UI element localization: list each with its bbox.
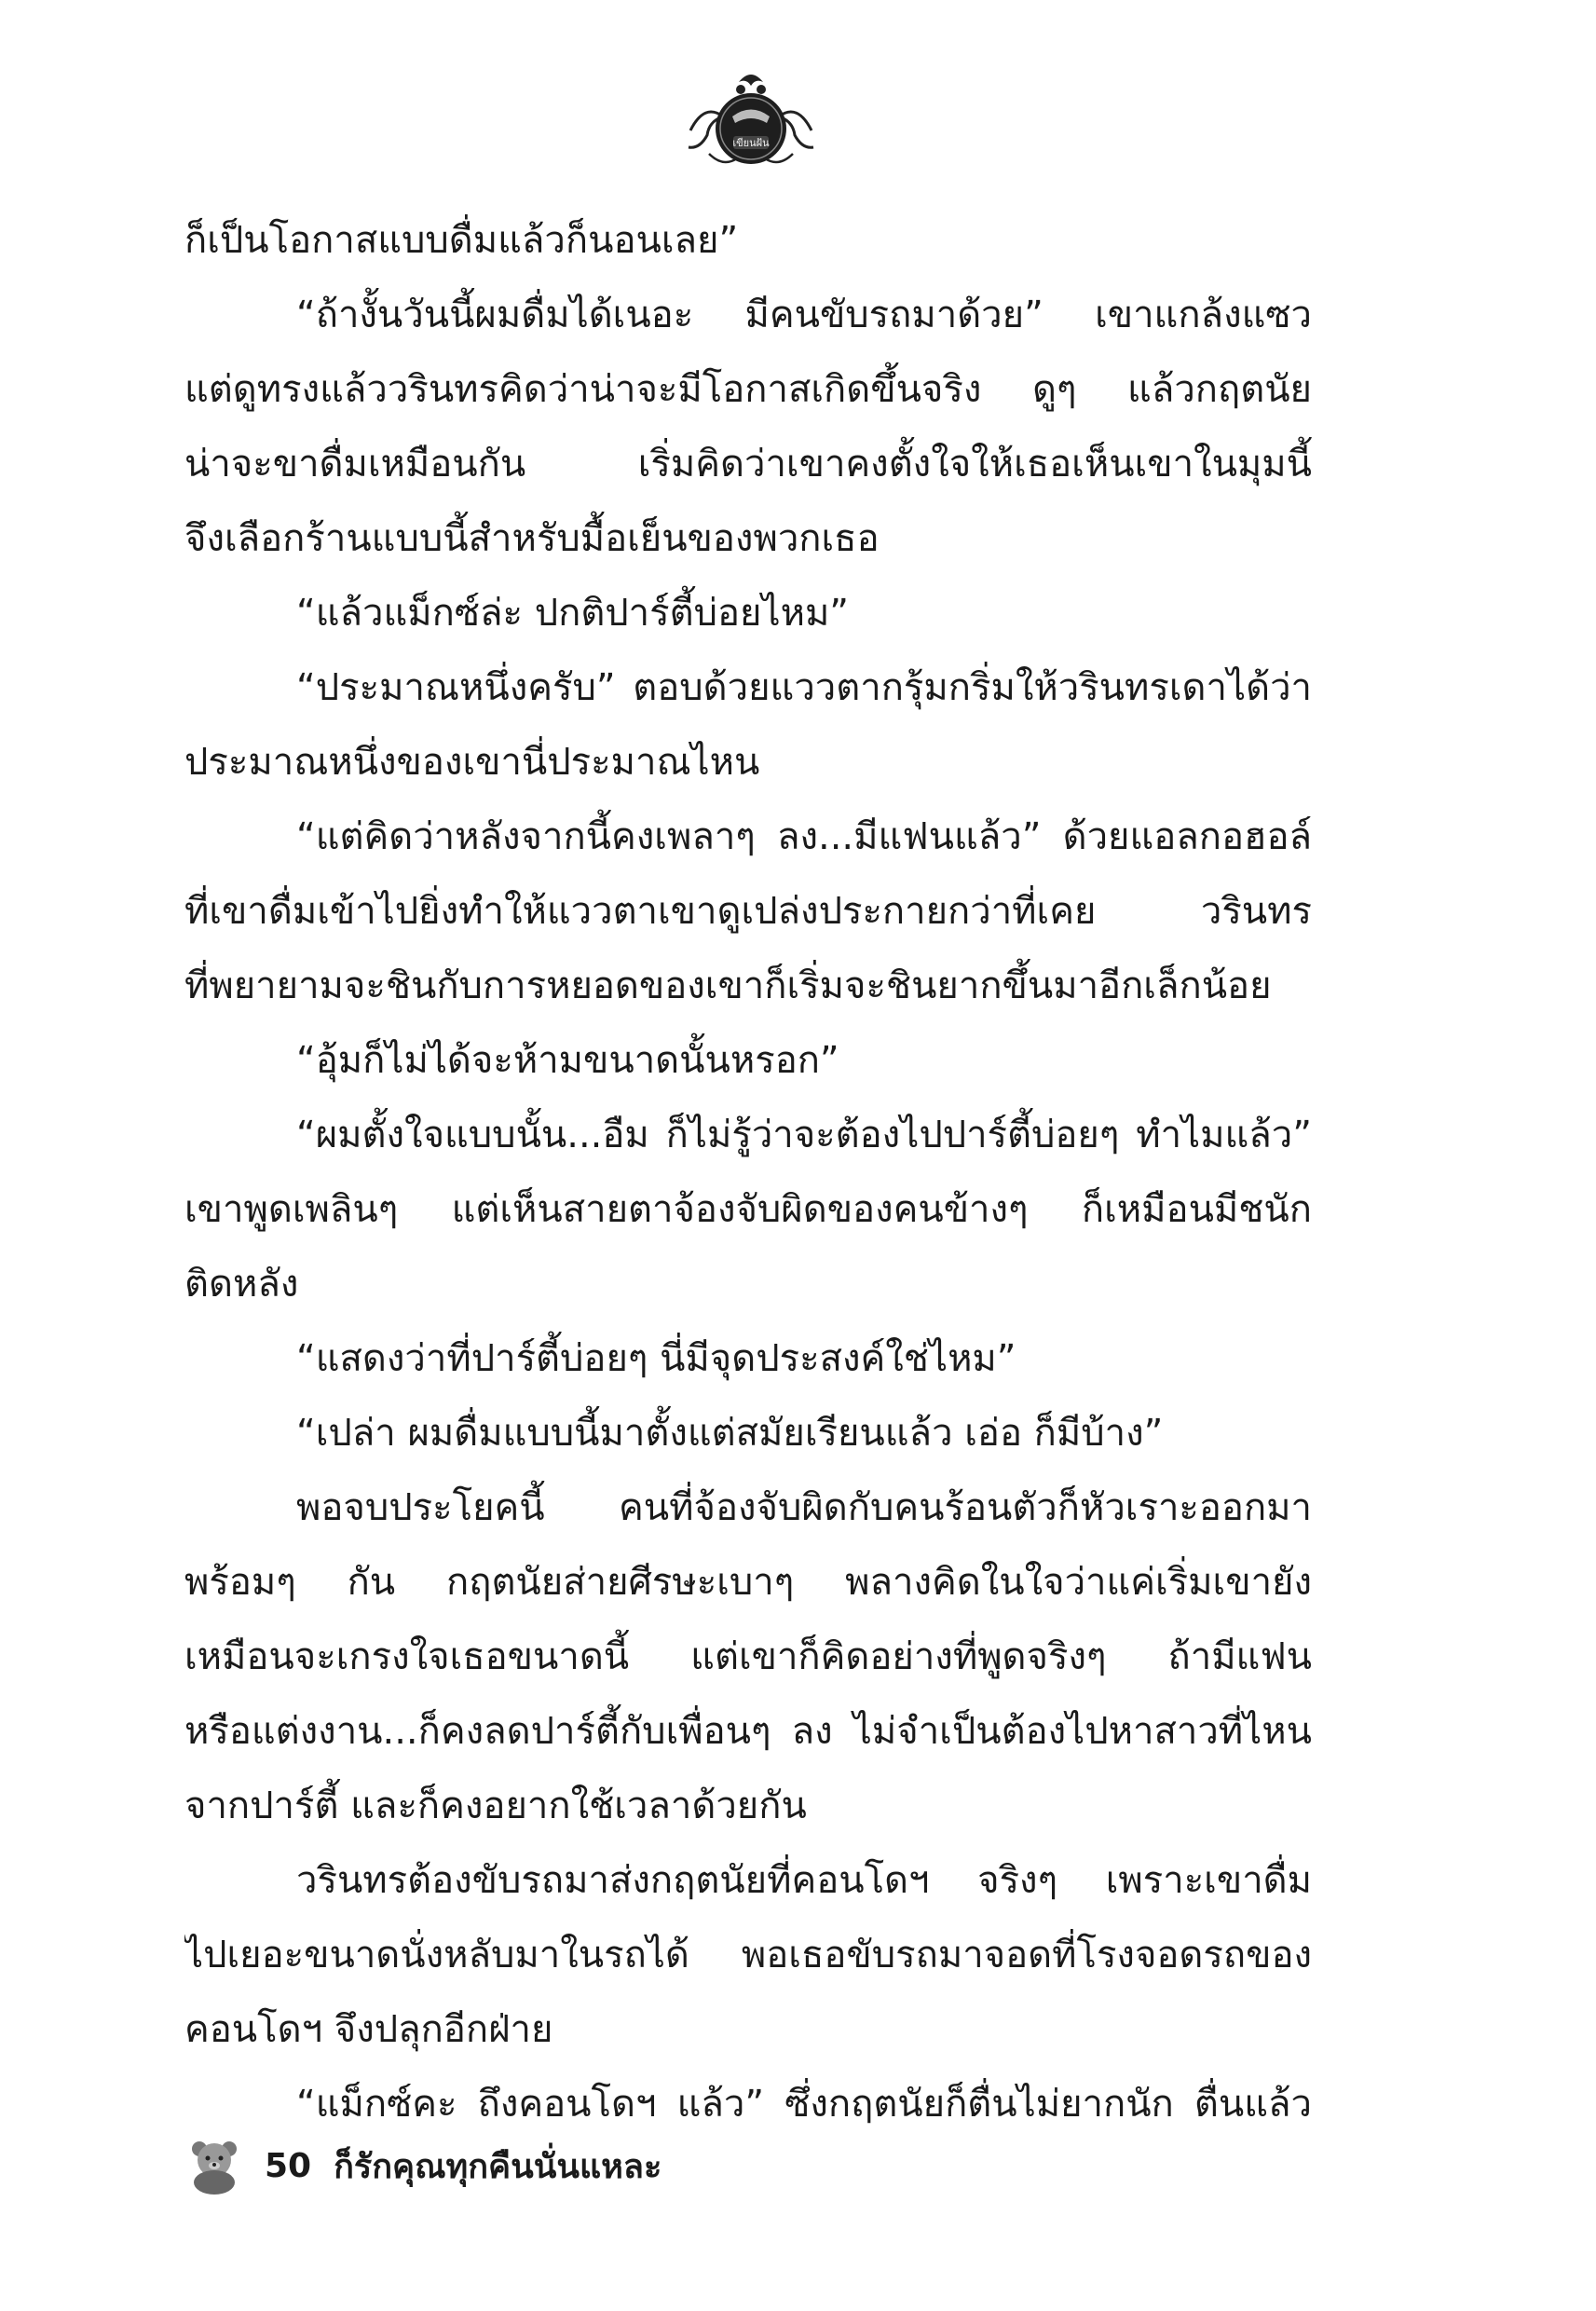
body-text [184, 203, 1312, 2141]
text-line: ไปเยอะขนาดนั่งหลับมาในรถได้ พอเธอขับรถมาจอดที่โรงจอดรถของ [184, 1934, 1312, 1976]
text-line: จากปาร์ตี้ และก็คงอยากใช้เวลาด้วยกัน [184, 1785, 807, 1827]
text-line: ประมาณหนึ่งของเขานี่ประมาณไหน [184, 741, 760, 784]
book-title: ก็รักคุณทุกคืนนั่นแหละ [334, 2147, 662, 2186]
text-line: เขาพูดเพลินๆ แต่เห็นสายตาจ้องจับผิดของคนข้างๆ ก็เหมือนมีชนัก [184, 1188, 1312, 1231]
text-line: วรินทรต้องขับรถมาส่งกฤตนัยที่คอนโดฯ จริงๆ เพราะเขาดื่ม [296, 1859, 1312, 1902]
text-line: ก็เป็นโอกาสแบบดื่มแล้วก็นอนเลย” [184, 219, 739, 262]
text-line: หรือแต่งงาน...ก็คงลดปาร์ตี้กับเพื่อนๆ ลง ไม่จำเป็นต้องไปหาสาวที่ไหน [184, 1710, 1312, 1753]
text-line: เหมือนจะเกรงใจเธอขนาดนี้ แต่เขาก็คิดอย่างที่พูดจริงๆ ถ้ามีแฟน [184, 1635, 1312, 1678]
text-line: ที่พยายามจะชินกับการหยอดของเขาก็เริ่มจะชินยากขึ้นมาอีกเล็กน้อย [184, 964, 1272, 1007]
logo-text: เขียนฝัน [732, 137, 770, 149]
text-line: แต่ดูทรงแล้ววรินทรคิดว่าน่าจะมีโอกาสเกิดขึ้นจริง ดูๆ แล้วกฤตนัย [184, 368, 1312, 411]
header-logo [681, 65, 821, 177]
page-number: 50 [265, 2146, 312, 2185]
text-line: น่าจะขาดื่มเหมือนกัน เริ่มคิดว่าเขาคงตั้งใจให้เธอเห็นเขาในมุมนี้ [184, 443, 1312, 485]
text-line: คอนโดฯ จึงปลุกอีกฝ่าย [184, 2008, 553, 2051]
text-line: “แล้วแม็กซ์ล่ะ ปกติปาร์ตี้บ่อยไหม” [296, 592, 850, 635]
teddy-bear-icon [184, 2136, 244, 2195]
text-line: ติดหลัง [184, 1263, 299, 1306]
text-line: “ผมตั้งใจแบบนั้น...อืม ก็ไม่รู้ว่าจะต้องไปปาร์ตี้บ่อยๆ ทำไมแล้ว” [296, 1114, 1312, 1156]
text-line: “อุ้มก็ไม่ได้จะห้ามขนาดนั้นหรอก” [296, 1039, 839, 1082]
text-line: ที่เขาดื่มเข้าไปยิ่งทำให้แววตาเขาดูเปล่งประกายกว่าที่เคย วรินทร [184, 890, 1312, 933]
text-line: “แต่คิดว่าหลังจากนี้คงเพลาๆ ลง...มีแฟนแล้ว” ด้วยแอลกอฮอล์ [296, 815, 1312, 858]
crest-logo-icon [681, 65, 821, 177]
text-line: “ประมาณหนึ่งครับ” ตอบด้วยแววตากรุ้มกริ่มให้วรินทรเดาได้ว่า [296, 666, 1312, 709]
text-line: “เปล่า ผมดื่มแบบนี้มาตั้งแต่สมัยเรียนแล้ว เอ่อ ก็มีบ้าง” [296, 1412, 1164, 1455]
text-line: จึงเลือกร้านแบบนี้สำหรับมื้อเย็นของพวกเธอ [184, 517, 880, 560]
text-line: “ถ้างั้นวันนี้ผมดื่มได้เนอะ มีคนขับรถมาด้วย” เขาแกล้งแซว [296, 294, 1312, 336]
text-line: “แสดงว่าที่ปาร์ตี้บ่อยๆ นี่มีจุดประสงค์ใช่ไหม” [296, 1337, 1016, 1380]
text-line: พอจบประโยคนี้ คนที่จ้องจับผิดกับคนร้อนตัวก็หัวเราะออกมา [296, 1486, 1312, 1529]
page-footer [184, 2128, 662, 2203]
text-line: พร้อมๆ กัน กฤตนัยส่ายศีรษะเบาๆ พลางคิดในใจว่าแค่เริ่มเขายัง [184, 1561, 1312, 1604]
text-line: “แม็กซ์คะ ถึงคอนโดฯ แล้ว” ซึ่งกฤตนัยก็ตื่นไม่ยากนัก ตื่นแล้ว [296, 2083, 1312, 2126]
